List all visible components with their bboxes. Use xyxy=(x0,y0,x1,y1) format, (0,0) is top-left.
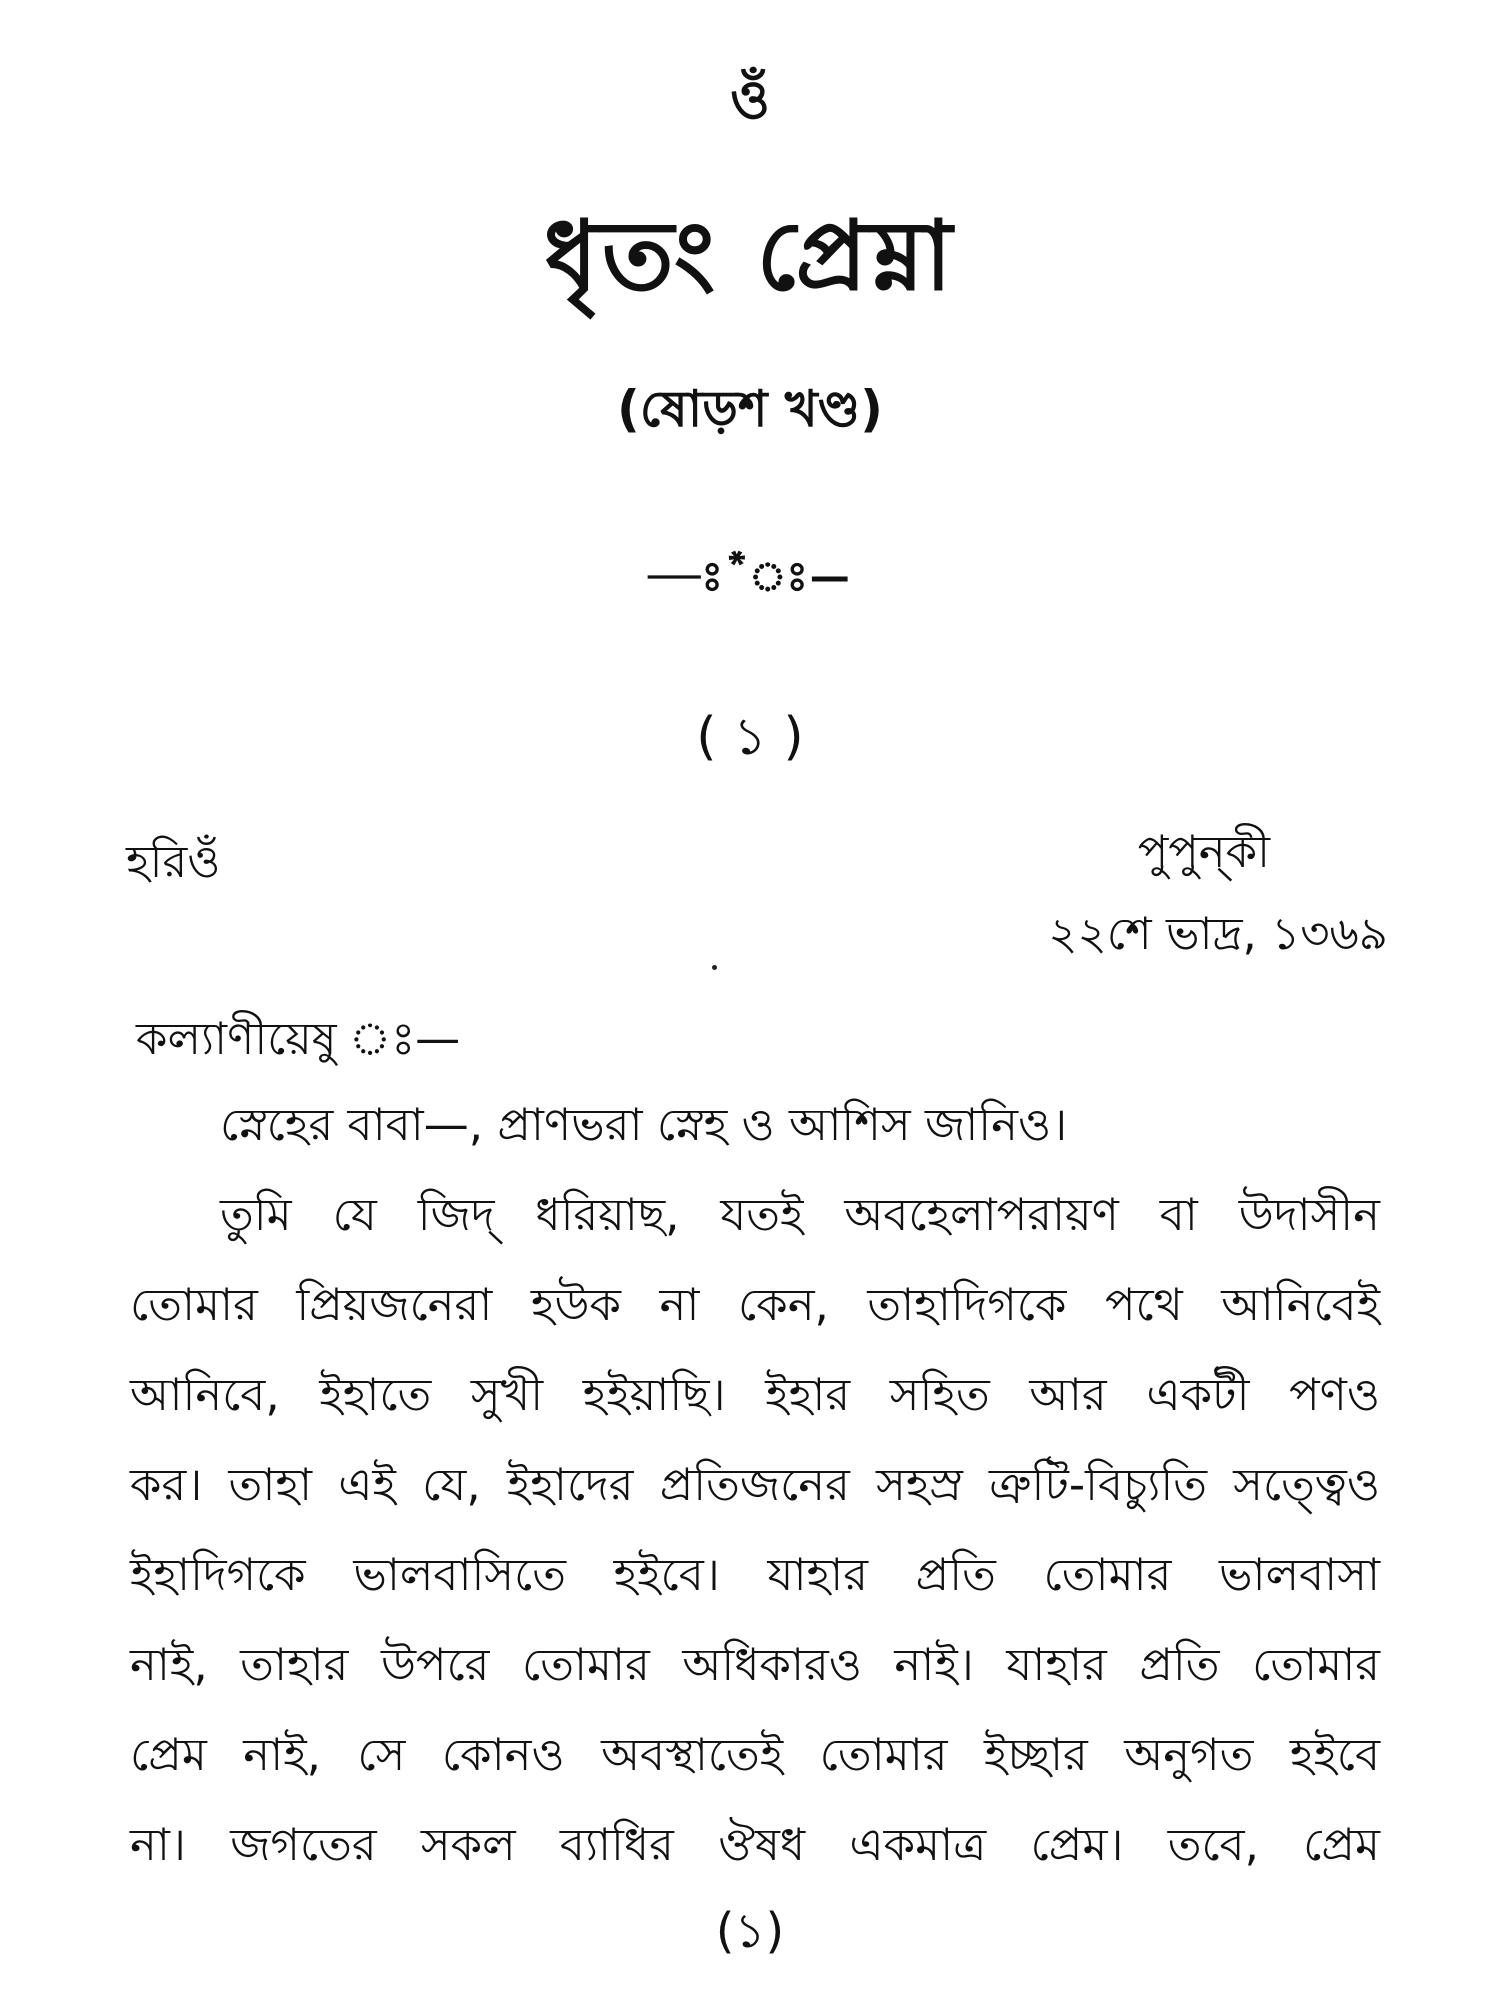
ink-speck xyxy=(712,965,717,970)
body-line: তোমার প্রিয়জনেরা হউক না কেন, তাহাদিগকে পথে আনিবেই xyxy=(130,1278,1380,1331)
body-line: নাই, তাহার উপরে তোমার অধিকারও নাই। যাহার প্রতি তোমার xyxy=(130,1638,1380,1691)
body-line: তুমি যে জিদ্‌ ধরিয়াছ, যতই অবহেলাপরায়ণ বা উদাসীন xyxy=(220,1188,1380,1241)
letter-address: কল্যাণীয়েষু ঃ— xyxy=(136,1012,461,1065)
volume-subtitle: (ষোড়শ খণ্ড) xyxy=(617,380,883,438)
opening-greeting: হরিওঁ xyxy=(126,835,221,888)
body-line: স্নেহের বাবা—, প্রাণভরা স্নেহ ও আশিস জানিও। xyxy=(220,1098,1068,1151)
om-symbol: ওঁ xyxy=(730,68,770,131)
body-line: না। জগতের সকল ব্যাধির ঔষধ একমাত্র প্রেম। তবে, প্রেম xyxy=(130,1818,1380,1871)
letter-body xyxy=(130,1080,1380,1890)
body-line: প্রেম নাই, সে কোনও অবস্থাতেই তোমার ইচ্ছার অনুগত হইবে xyxy=(130,1728,1380,1781)
page-number: (১) xyxy=(715,1903,785,1959)
body-line: আনিবে, ইহাতে সুখী হইয়াছি। ইহার সহিত আর একটী পণও xyxy=(130,1368,1380,1421)
body-line: ইহাদিগকে ভালবাসিতে হইবে। যাহার প্রতি তোমার ভালবাসা xyxy=(130,1548,1380,1601)
body-line: কর। তাহা এই যে, ইহাদের প্রতিজনের সহস্র ত্রুটি-বিচ্যুতি সত্ত্বেও xyxy=(130,1458,1380,1511)
ornament-divider: —ঃ*ঃ— xyxy=(648,554,852,600)
section-number: ( ১ ) xyxy=(696,707,804,767)
letter-place: পুপুন্‌কী xyxy=(1137,825,1270,878)
letter-date: ২২শে ভাদ্র, ১৩৬৯ xyxy=(1048,907,1388,960)
book-title: ধৃতং প্রেম্না xyxy=(543,200,957,312)
